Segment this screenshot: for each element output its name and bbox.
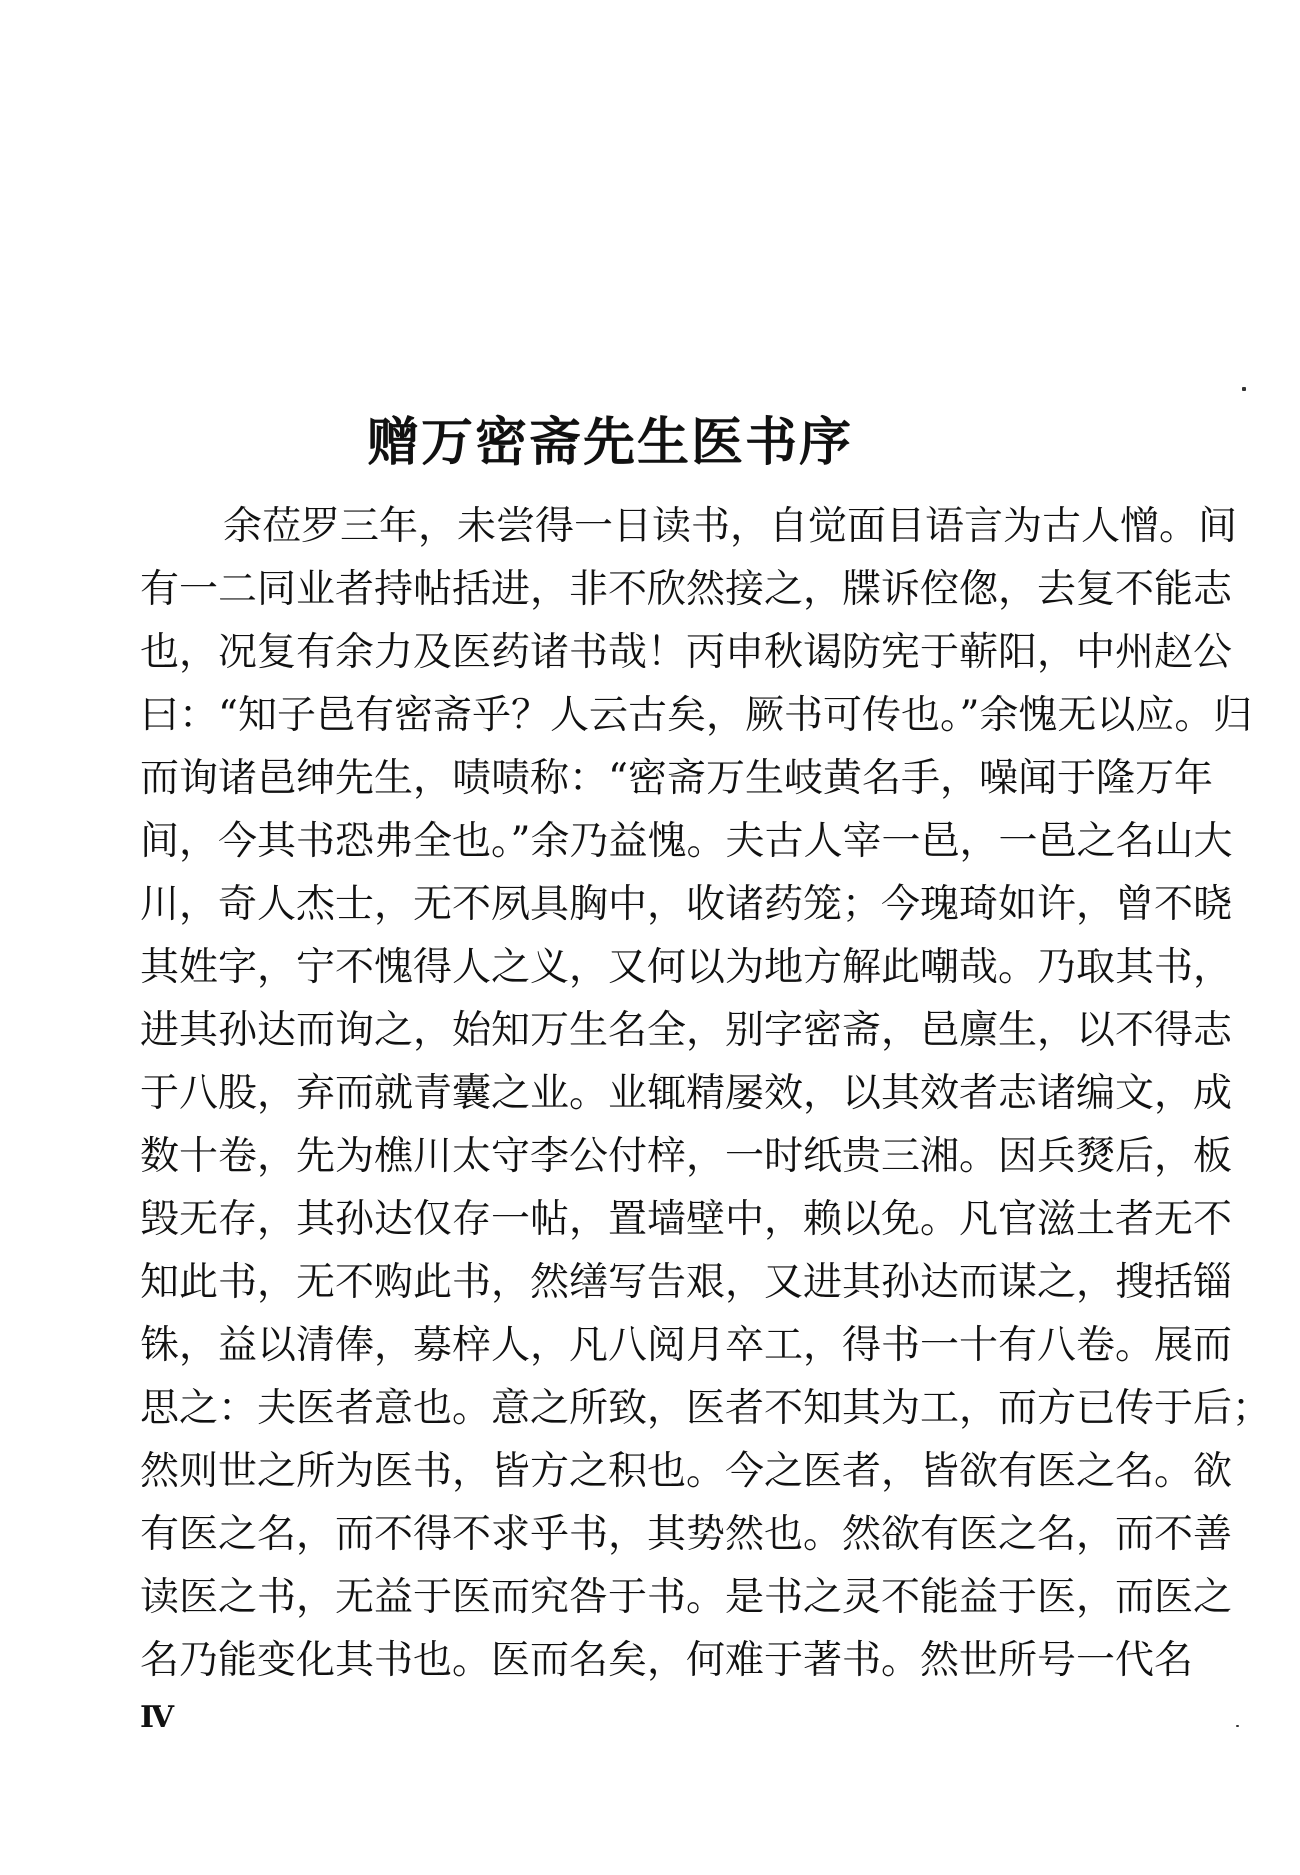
- text-line: 毁无存，其孙达仅存一帖，置墙壁中，赖以免。凡官滋土者无不: [140, 1197, 1233, 1242]
- text-line: 川，奇人杰士，无不夙具胸中，收诸药笼；今瑰琦如许，曾不晓: [140, 882, 1233, 927]
- text-line: 于八股，弃而就青囊之业。业辄精屡效，以其效者志诸编文，成: [140, 1071, 1233, 1116]
- text-line: 名乃能变化其书也。医而名矣，何难于著书。然世所号一代名: [140, 1638, 1194, 1683]
- text-line: 铢，益以清俸，募梓人，凡八阅月卒工，得书一十有八卷。展而: [140, 1323, 1233, 1368]
- text-line: 而询诸邑绅先生，啧啧称：“密斋万生岐黄名手，噪闻于隆万年: [140, 756, 1213, 801]
- watermark-line-2: [4, 15, 59, 58]
- watermark: [4, 15, 90, 97]
- text-line: 进其孙达而询之，始知万生名全，别字密斋，邑廪生，以不得志: [140, 1008, 1233, 1053]
- text-line: 数十卷，先为樵川太守李公付梓，一时纸贵三湘。因兵燹后，板: [140, 1134, 1233, 1179]
- scan-speck: [1236, 1725, 1239, 1727]
- scan-speck: [1242, 387, 1246, 391]
- text-line: 有医之名，而不得不求乎书，其势然也。然欲有医之名，而不善: [140, 1512, 1233, 1557]
- text-line: 知此书，无不购此书，然缮写告艰，又进其孙达而谋之，搜括锱: [140, 1260, 1233, 1305]
- text-line: 间，今其书恐弗全也。”余乃益愧。夫古人宰一邑，一邑之名山大: [140, 819, 1233, 864]
- text-line: 其姓字，宁不愧得人之义，又何以为地方解此嘲哉。乃取其书，: [140, 945, 1233, 990]
- text-line: 余莅罗三年，未尝得一日读书，自觉面目语言为古人憎。间: [223, 504, 1238, 549]
- text-line: 也，况复有余力及医药诸书哉！丙申秋谒防宪于蕲阳，中州赵公: [140, 630, 1233, 675]
- body-text: [140, 495, 1272, 1692]
- text-line: 然则世之所为医书，皆方之积也。今之医者，皆欲有医之名。欲: [140, 1449, 1233, 1494]
- watermark-line-1: [4, 15, 59, 58]
- text-line: 曰：“知子邑有密斋乎？人云古矣，厥书可传也。”余愧无以应。归: [140, 693, 1253, 738]
- text-line: 有一二同业者持帖括进，非不欣然接之，牒诉倥偬，去复不能志: [140, 567, 1233, 612]
- page-title: 赠万密斋先生医书序: [366, 413, 853, 473]
- page-number: Ⅳ: [140, 1700, 175, 1735]
- text-line: 读医之书，无益于医而究咎于书。是书之灵不能益于医，而医之: [140, 1575, 1233, 1620]
- text-line: 思之：夫医者意也。意之所致，医者不知其为工，而方已传于后；: [140, 1386, 1272, 1431]
